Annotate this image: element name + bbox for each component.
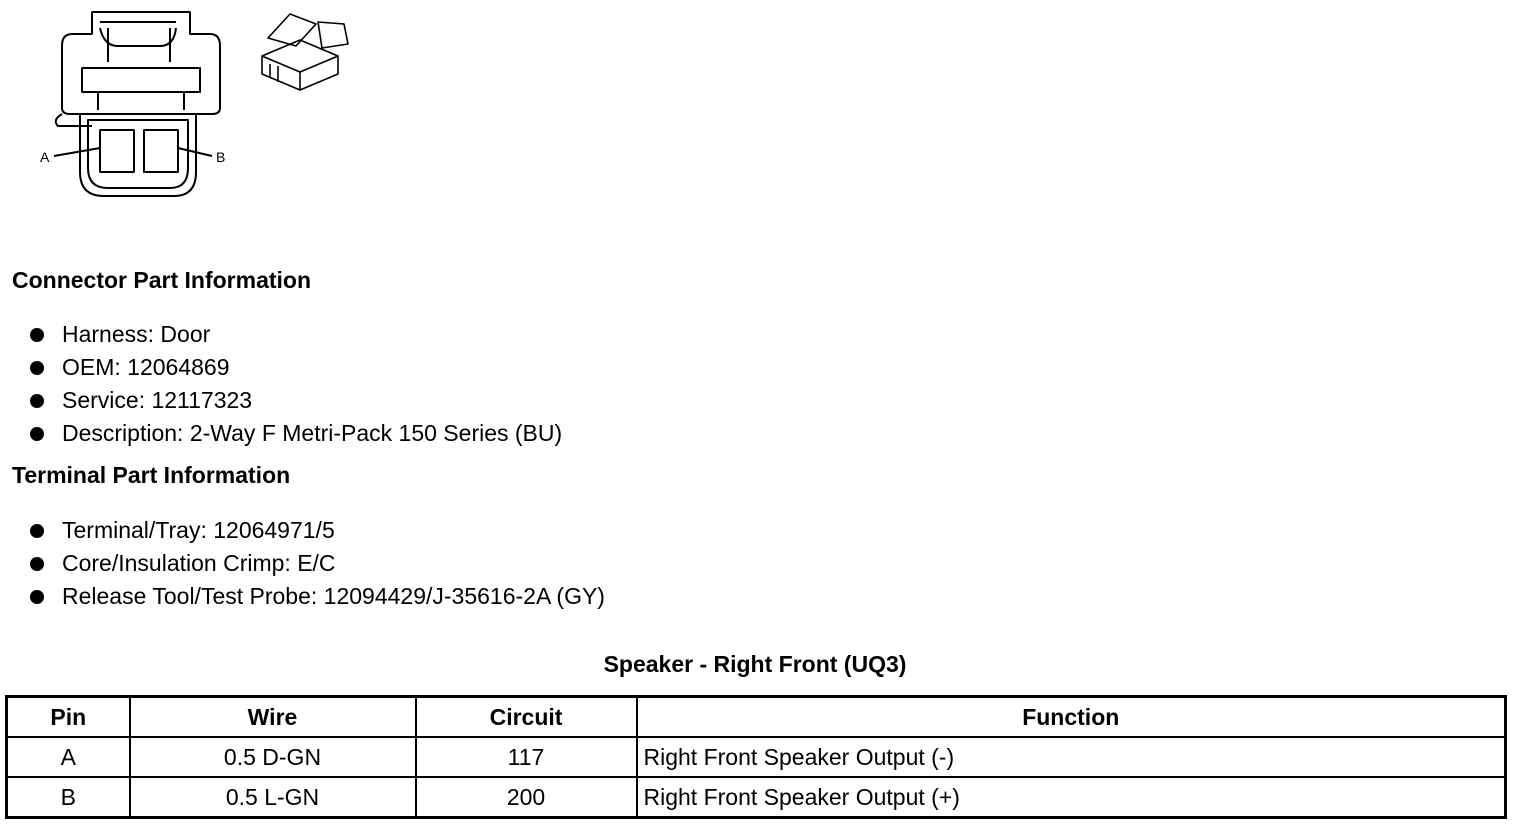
pinout-table [5, 695, 1507, 819]
bullet-icon [30, 524, 44, 538]
list-item: Description: 2-Way F Metri-Pack 150 Series (BU) [0, 417, 562, 450]
circuit-cell: 200 [416, 777, 637, 818]
list-item: Service: 12117323 [0, 384, 562, 417]
pin-cell: B [7, 777, 130, 818]
connector-heading: Connector Part Information [12, 267, 312, 293]
function-cell: Right Front Speaker Output (+) [637, 777, 1506, 818]
table-header-row [7, 697, 1506, 738]
pin-cell: A [7, 737, 130, 777]
connector-info-list [0, 318, 562, 450]
column-header-pin: Pin [7, 697, 130, 738]
bullet-icon [30, 427, 44, 441]
terminal-info-list [0, 514, 605, 613]
list-item: OEM: 12064869 [0, 351, 562, 384]
bullet-icon [30, 590, 44, 604]
circuit-cell: 117 [416, 737, 637, 777]
list-item: Core/Insulation Crimp: E/C [0, 547, 605, 580]
wire-cell: 0.5 L-GN [130, 777, 416, 818]
wire-cell: 0.5 D-GN [130, 737, 416, 777]
function-cell: Right Front Speaker Output (-) [637, 737, 1506, 777]
table-title: Speaker - Right Front (UQ3) [603, 651, 907, 677]
table-row [7, 737, 1506, 777]
pin-b-label: B [216, 149, 226, 165]
bullet-icon [30, 557, 44, 571]
list-item: Harness: Door [0, 318, 562, 351]
connector-diagram [0, 0, 380, 220]
terminal-heading: Terminal Part Information [12, 462, 291, 488]
table-row [7, 777, 1506, 818]
column-header-function: Function [637, 697, 1506, 738]
bullet-icon [30, 328, 44, 342]
list-item: Release Tool/Test Probe: 12094429/J-35616-2A (GY) [0, 580, 605, 613]
bullet-icon [30, 394, 44, 408]
column-header-circuit: Circuit [416, 697, 637, 738]
pin-a-label: A [40, 149, 50, 165]
column-header-wire: Wire [130, 697, 416, 738]
list-item: Terminal/Tray: 12064971/5 [0, 514, 605, 547]
bullet-icon [30, 361, 44, 375]
